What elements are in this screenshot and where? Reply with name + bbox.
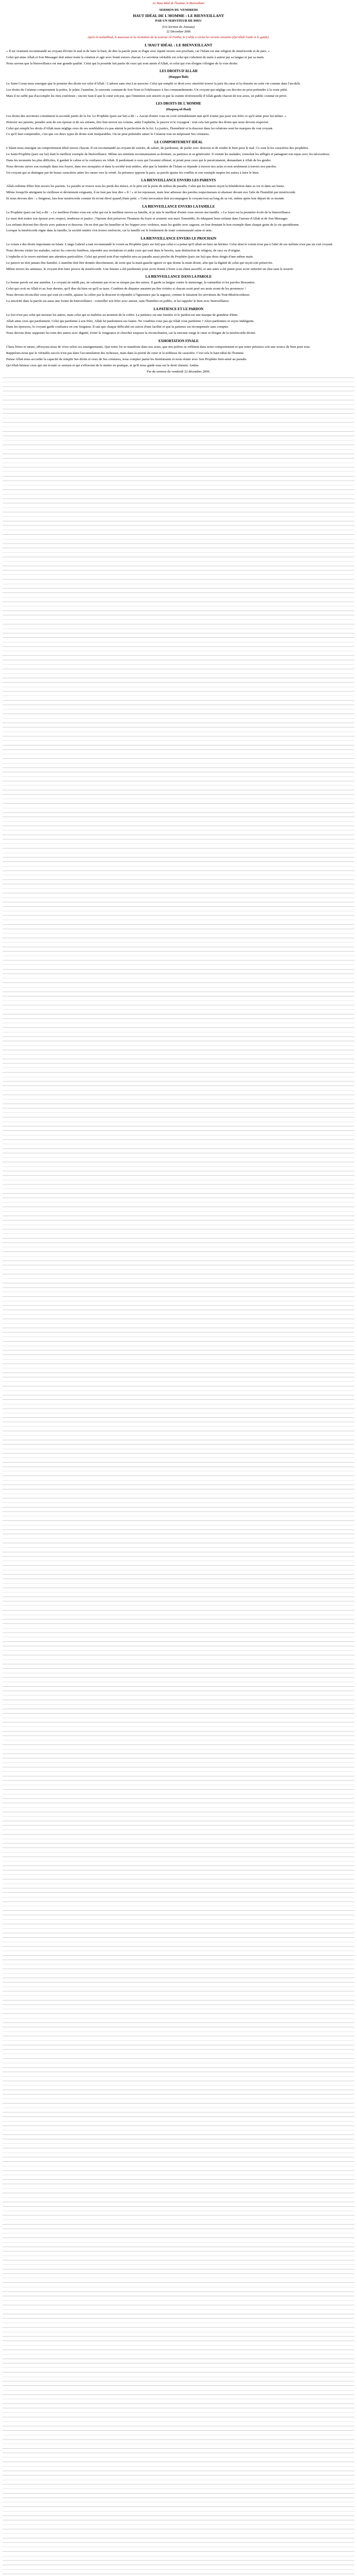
section-paragraph: La bonne parole est une aumône. Le croyant ne médit pas, ne calomnie pas et ne se moque pas des autres. Il garde sa langue contre le mensonge, la vantardise et les paroles blessantes.	[6, 281, 256, 285]
section-paragraph: Nous devons réconcilier ceux qui sont en conflit, apaiser la colère par la douceur et répondre à l'ignorance par la sagesse, comme le faisaient les serviteurs du Tout-Miséricordieux.	[6, 293, 250, 297]
intro-paragraph: Celui qui aime Allah et Son Messager doit aimer toute la création et agir avec bonté envers chacun. Le serviteur véritable est celui qui s'abstient de nuire à autrui par sa langue et par sa main.	[6, 55, 265, 59]
document-author: (Un Sermon du Jumuaa)	[162, 25, 195, 29]
section-paragraph: La sincérité dans la parole est aussi une forme de bienveillance : conseiller son frère avec amour, sans l'humilier en public, et lui rappeler le bien avec bienveillance.	[6, 299, 230, 303]
intro-paragraph: Nous savons que la bienveillance est une grande qualité. Celui qui la possède fait partie de ceux qui sont aimés d'Allah, et celui qui s'en éloigne s'éloigne de la voie droite.	[6, 61, 238, 65]
running-head: Le Haut Idéal de l'homme, le Bienveillant	[152, 2, 205, 5]
section-paragraph: Rappelons-nous que le véritable succès n'est pas dans l'accumulation des richesses, mais dans la pureté du cœur et la noblesse du caractère. C'est cela le haut idéal de l'homme.	[6, 351, 245, 355]
section-paragraph: Qu'Allah bénisse ceux qui ont écouté ce sermon et qui s'efforcent de le mettre en pratique, et qu'Il nous guide tous sur le droit chemin. Amîne.	[6, 363, 200, 367]
section-paragraph: Nous devons suivre son exemple dans nos foyers, dans nos mosquées et dans la société tout entière, afin que la lumière de l'Islam se répande à travers nos actes et non seulement à travers nos paroles.	[6, 164, 277, 168]
section-heading: LA BIENVEILLANCE ENVERS LA FAMILLE	[142, 205, 215, 209]
section-block	[3, 308, 354, 336]
section-paragraph: Un croyant qui se distingue par de beaux caractères attire les cœurs vers la vérité. Sa présence apporte la paix, sa parole apaise les conflits et son exemple inspire les autres à faire le bien.	[6, 171, 259, 175]
section-paragraph: Même envers les animaux, le croyant doit faire preuve de miséricorde. Une femme a été pardonnée pour avoir donné à boire à un chien assoiffé, et une autre a été punie pour avoir enfermé un chat sans le nourrir.	[6, 267, 294, 271]
section-block	[3, 275, 354, 303]
document-date: 22 Décembre 2006	[166, 30, 191, 34]
main-heading: L'HAUT IDÉAL : LE BIENVEILLANT	[144, 42, 213, 47]
opening-dua: Après le tashahhud, le taawwuz et la récitation de la sourate Al-Fatiha, le Calife a récité les versets suivants (Qu'Allah l'aide et le guide).	[87, 36, 270, 40]
section-heading: LES DROITS D'ALLAH	[159, 70, 198, 74]
section-heading: LES DROITS DE L'HOMME	[156, 102, 201, 106]
section-heading: LA BIENVEILLANCE ENVERS LES PARENTS	[141, 179, 216, 183]
section-paragraph: Le mari doit traiter son épouse avec respect, tendresse et justice ; l'épouse doit préserver l'honneur du foyer et soutenir son mari. Ensemble, ils éduquent leurs enfants dans l'amour d'Allah et de Son Messager.	[6, 216, 288, 221]
text-line-texture	[3, 376, 354, 2576]
section-heading: LE COMPORTEMENT IDÉAL	[154, 141, 203, 145]
section-paragraph: Dans les moments les plus difficiles, il gardait le calme et la confiance en Allah. Il pardonnait à ceux qui l'avaient offensé, et priait pour ceux qui le persécutaient, demandant à Allah de les guider.	[6, 158, 271, 162]
section-paragraph: Le voisin a des droits importants en Islam. L'ange Gabriel a tant recommandé le voisin au Prophète (paix sur lui) que celui-ci a pensé qu'il allait en faire un héritier. Celui dont le voisin n'est pas à l'abri de ses méfaits n'est pas un vrai croyant.	[6, 243, 333, 247]
section-paragraph: Et nous devons dire : « Seigneur, fais-leur miséricorde comme ils m'ont élevé quand j'étais petit. » Cette invocation doit accompagner le croyant tout au long de sa vie, même après leur départ de ce monde.	[6, 197, 285, 201]
section-paragraph: Allah aime ceux qui pardonnent. Celui qui pardonne à son frère, Allah lui pardonnera ses fautes. Ne voudriez-vous pas qu'Allah vous pardonne ? Alors pardonnez et soyez indulgents.	[6, 319, 255, 323]
section-block	[3, 141, 354, 175]
section-block	[3, 340, 354, 368]
section-paragraph: Le fort n'est pas celui qui terrasse les autres, mais celui qui se maîtrise au moment de la colère. La patience est une lumière et le pardon est une marque de grandeur d'âme.	[6, 313, 239, 317]
section-paragraph: Les enfants doivent être élevés avec patience et douceur. On ne doit pas les humilier ni les frapper avec violence, mais les guider avec sagesse, en leur donnant le bon exemple dans chaque geste de la vie quotidienne.	[6, 223, 300, 227]
section-paragraph: Honorer ses parents, prendre soin de son épouse et de ses enfants, être bon envers ses voisins, aider l'orphelin, le pauvre et le voyageur : tout cela fait partie des droits que nous devons respecter.	[6, 120, 269, 124]
section-subheading: (Haqqoo'llah)	[169, 75, 188, 79]
document-title: HAUT IDÉAL DE L'HOMME : LE BIENVEILLANT	[133, 13, 224, 19]
section-paragraph: Celui qui croit en Allah et au Jour dernier, qu'il dise du bien ou qu'il se taise. Combien de disputes auraient pu être évitées si chacun avait pesé ses mots avant de les prononcer !	[6, 287, 246, 291]
section-paragraph: Dans les épreuves, le croyant garde confiance en son Seigneur. Il sait que chaque difficulté est suivie d'une facilité et que la patience est récompensée sans compter.	[6, 325, 229, 329]
section-subheading: (Haqooq-ul-Ibad)	[166, 108, 191, 112]
section-paragraph: Nous devons visiter les malades, suivre les convois funèbres, répondre aux invitations et aider ceux qui sont dans le besoin, sans distinction de religion, de race ou d'origine.	[6, 249, 241, 253]
section-block	[3, 70, 354, 98]
section-paragraph: Nous devons donc supporter les torts des autres avec dignité, éviter la vengeance et chercher toujours la réconciliation, car la rancune ronge le cœur et éloigne de la miséricorde divine.	[6, 331, 256, 335]
section-paragraph: Chers frères et sœurs, efforçons-nous de vivre selon ces enseignements. Que notre foi se manifeste dans nos actes, que nos prières se reflètent dans notre comportement et que notre présence soit une source de bien pour tous.	[6, 345, 311, 349]
section-block	[3, 205, 354, 233]
section-paragraph: Même lorsqu'ils atteignent la vieillesse et deviennent exigeants, il ne faut pas leur dire « fi ! » ni les repousser, mais leur adresser des paroles respectueuses et abaisser devant eux l'aile de l'humilité par miséricorde.	[6, 191, 296, 195]
remaining-text-lines	[3, 376, 354, 2576]
section-paragraph: Ce qu'il faut comprendre, c'est que ces deux types de droits sont inséparables. On ne peut prétendre aimer le Créateur tout en méprisant Ses créatures.	[6, 132, 210, 137]
section-paragraph: Le Prophète (paix sur lui) a dit : « Le meilleur d'entre vous est celui qui est le meilleur envers sa famille, et je suis le meilleur d'entre vous envers ma famille. » Le foyer est la première école de la bienveillance.	[6, 210, 291, 214]
sections-container	[3, 70, 354, 368]
section-paragraph: Le Saint Coran nous enseigne que le premier des droits est celui d'Allah : L'adorer sans rien Lui associer. Celui qui remplit ce droit avec sincérité trouve la paix du cœur et la réussite en cette vie comme dans l'au-delà.	[6, 81, 301, 86]
section-paragraph: Lorsque la miséricorde règne dans la famille, la société entière s'en trouve renforcée, car la famille est le fondement de toute communauté saine et unie.	[6, 229, 213, 233]
section-block	[3, 102, 354, 137]
section-heading: EXHORTATION FINALE	[158, 340, 199, 344]
section-paragraph: Allah ordonne d'être bon envers les parents. Le paradis se trouve sous les pieds des mères, et le père est la porte du milieu du paradis. Celui qui les honore reçoit la bénédiction dans sa vie et dans ses biens.	[6, 184, 285, 189]
section-paragraph: Celui qui remplit les droits d'Allah mais néglige ceux de ses semblables n'a pas atteint la perfection de la foi. La justice, l'honnêteté et la douceur dans les relations sont les marques du vrai croyant.	[6, 126, 273, 130]
section-paragraph: Mais il ne suffit pas d'accomplir les rites extérieurs ; encore faut-il que le cœur soit pur, que l'intention soit sincère et que la crainte révérencielle d'Allah guide chacun de nos actes, en public comme en privé.	[6, 94, 287, 98]
section-paragraph: L'orphelin et la veuve méritent une attention particulière. Celui qui prend soin d'un orphelin sera au paradis aussi proche du Prophète (paix sur lui) que deux doigts d'une même main.	[6, 255, 254, 259]
section-paragraph: Les droits du Créateur comprennent la prière, le jeûne, l'aumône, le souvenir constant de Son Nom et l'obéissance à Ses commandements. Un croyant qui néglige ces devoirs ne peut prétendre à la vraie piété.	[6, 88, 288, 92]
sermon-label: SERMON DU VENDREDI	[159, 8, 198, 12]
section-block	[3, 179, 354, 201]
section-paragraph: Les droits des serviteurs constituent la seconde partie de la foi. Le Prophète (paix sur lui) a dit : « Aucun d'entre vous ne croit véritablement tant qu'il n'aime pas pour son frère ce qu'il aime pour lui-même. »	[6, 114, 287, 118]
section-paragraph: Le pauvre ne doit jamais être humilié. L'aumône doit être donnée discrètement, de sorte que la main gauche ignore ce que donne la main droite, afin que la dignité de celui qui reçoit soit préservée.	[6, 261, 273, 265]
section-heading: LA PATIENCE ET LE PARDON	[153, 307, 204, 311]
closing-note: Fin du sermon du vendredi 22 décembre 2006.	[147, 369, 210, 374]
section-block	[3, 237, 354, 272]
section-paragraph: Puisse Allah nous accorder la capacité de remplir Ses droits et ceux de Ses créatures, nous compter parmi les bienfaisants et nous réunir avec Son Prophète bien-aimé au paradis.	[6, 357, 247, 361]
section-paragraph: Le Saint Prophète (paix sur lui) était le meilleur exemple de bienveillance. Même ses ennemis reconnaissaient sa droiture, sa patience et sa générosité. Il visitait les malades, consolait les affligés et partageait son repas avec les nécessiteux.	[6, 152, 331, 156]
section-heading: LA BIENVEILLANCE DANS LA PAROLE	[145, 275, 212, 279]
section-heading: LA BIENVEILLANCE ENVERS LE PROCHAIN	[140, 237, 217, 241]
intro-block	[3, 49, 354, 66]
document-subtitle: PAR UN SERVITEUR DE DIEU	[155, 19, 202, 23]
intro-paragraph: « Il est vraiment recommandé au croyant d'éviter le mal et de faire le bien, de dire la parole juste et d'agir avec équité envers son prochain, car l'Islam est une religion de miséricorde et de paix. »	[6, 49, 270, 53]
section-paragraph: L'Islam nous enseigne un comportement idéal envers chacun. Il est recommandé au croyant de sourire, de saluer, de pardonner, de parler avec douceur et de rendre le bien pour le mal. Ce sont là les caractères des prophètes.	[6, 146, 309, 150]
